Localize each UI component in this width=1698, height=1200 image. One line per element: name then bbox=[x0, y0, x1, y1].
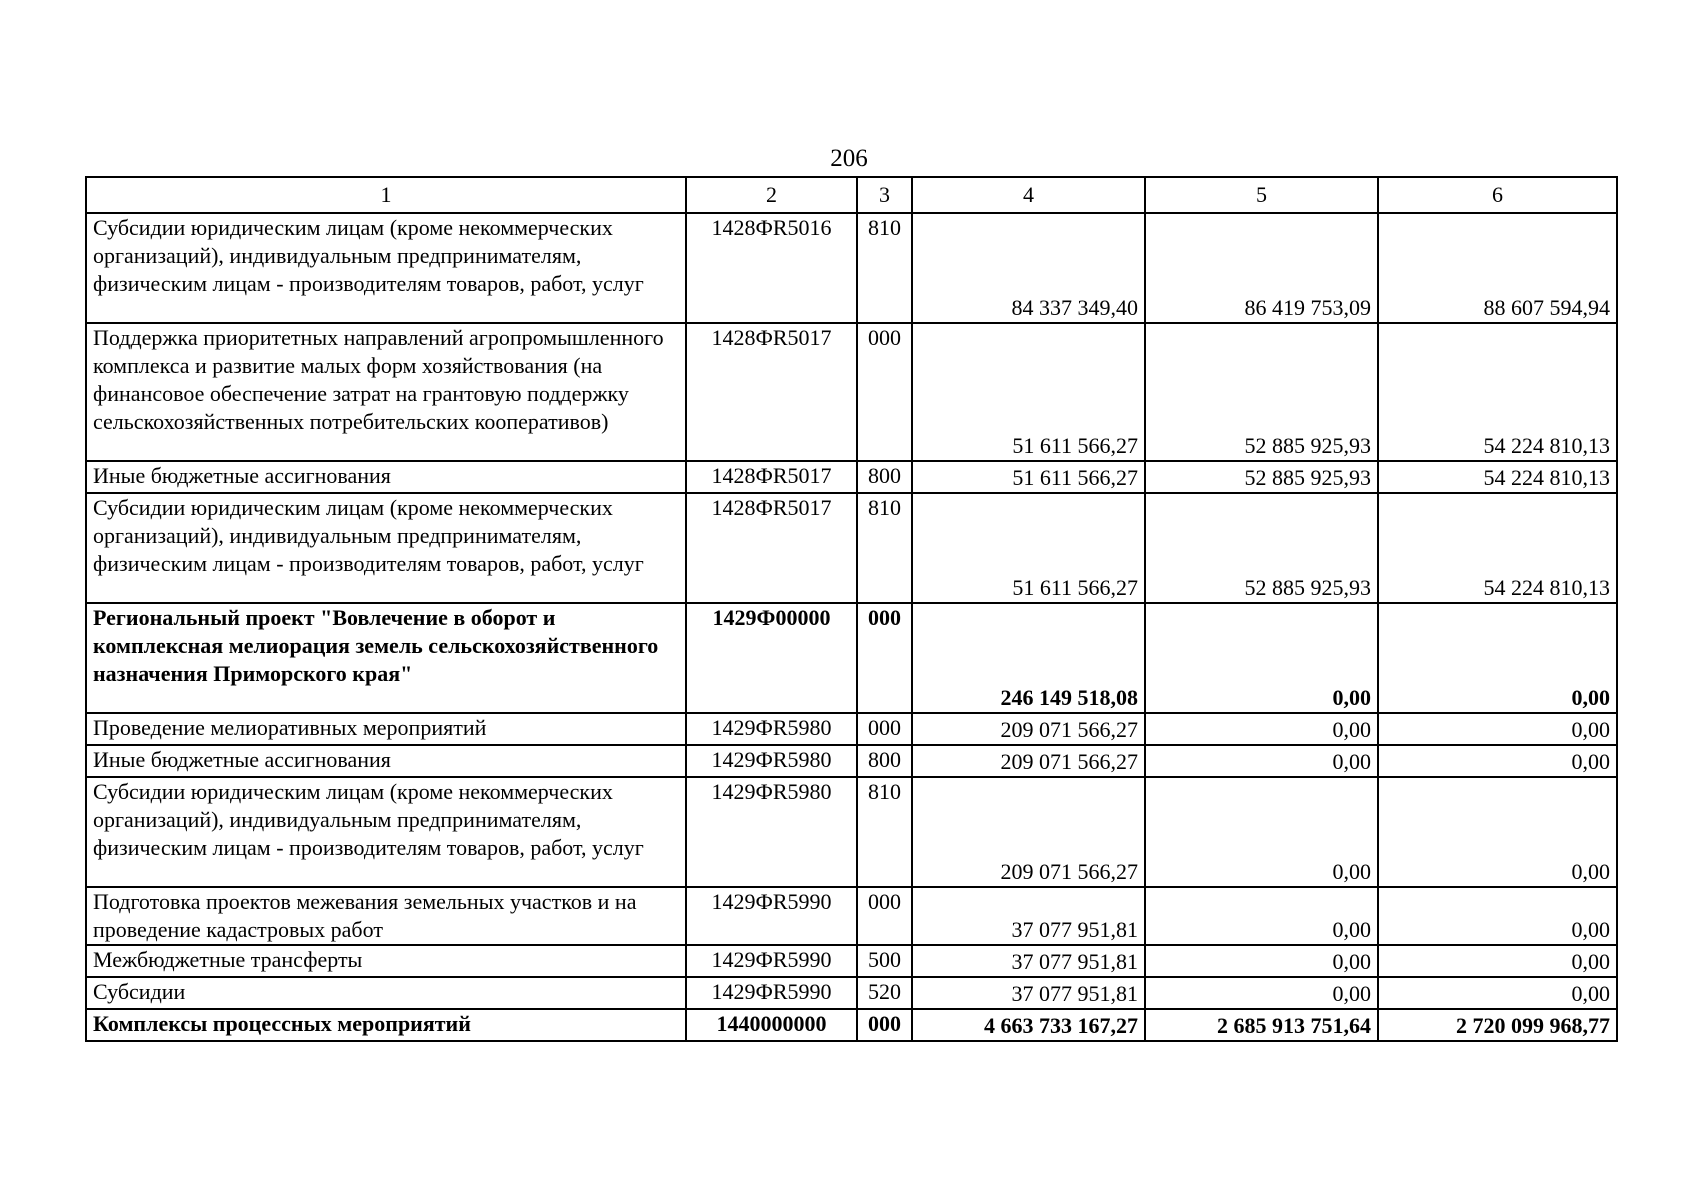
row-name: Субсидии юридическим лицам (кроме некоммерческих организаций), индивидуальным предпринимателям, физическим лицам - производителям товаров, работ, услуг bbox=[86, 493, 686, 603]
row-sum-1: 246 149 518,08 bbox=[912, 603, 1145, 713]
table-row bbox=[86, 713, 1617, 745]
row-code: 1428ФR5017 bbox=[686, 493, 857, 603]
table-row bbox=[86, 777, 1617, 887]
row-sum-2: 0,00 bbox=[1145, 745, 1378, 777]
row-sum-2: 52 885 925,93 bbox=[1145, 461, 1378, 493]
row-sum-2: 0,00 bbox=[1145, 887, 1378, 945]
row-sum-3: 54 224 810,13 bbox=[1378, 461, 1617, 493]
row-name: Комплексы процессных мероприятий bbox=[86, 1009, 686, 1041]
row-sum-1: 209 071 566,27 bbox=[912, 713, 1145, 745]
row-code: 1428ФR5017 bbox=[686, 323, 857, 461]
row-sum-2: 52 885 925,93 bbox=[1145, 493, 1378, 603]
row-sum-1: 4 663 733 167,27 bbox=[912, 1009, 1145, 1041]
column-number: 6 bbox=[1378, 177, 1617, 213]
row-sum-1: 51 611 566,27 bbox=[912, 493, 1145, 603]
column-number: 5 bbox=[1145, 177, 1378, 213]
table-row bbox=[86, 745, 1617, 777]
row-sum-1: 209 071 566,27 bbox=[912, 745, 1145, 777]
row-sum-1: 84 337 349,40 bbox=[912, 213, 1145, 323]
row-name: Проведение мелиоративных мероприятий bbox=[86, 713, 686, 745]
row-sum-2: 0,00 bbox=[1145, 777, 1378, 887]
row-code: 1429ФR5990 bbox=[686, 887, 857, 945]
row-code: 1428ФR5016 bbox=[686, 213, 857, 323]
row-sum-3: 54 224 810,13 bbox=[1378, 493, 1617, 603]
row-sum-3: 0,00 bbox=[1378, 777, 1617, 887]
row-sum-2: 2 685 913 751,64 bbox=[1145, 1009, 1378, 1041]
column-number: 3 bbox=[857, 177, 912, 213]
row-expense-type: 800 bbox=[857, 745, 912, 777]
row-name: Субсидии юридическим лицам (кроме некоммерческих организаций), индивидуальным предпринимателям, физическим лицам - производителям товаров, работ, услуг bbox=[86, 213, 686, 323]
row-name: Поддержка приоритетных направлений агропромышленного комплекса и развитие малых форм хозяйствования (на финансовое обеспечение затрат на грантовую поддержку сельскохозяйственных потребительских кооперативов) bbox=[86, 323, 686, 461]
table-row bbox=[86, 493, 1617, 603]
column-number: 2 bbox=[686, 177, 857, 213]
row-code: 1429Ф00000 bbox=[686, 603, 857, 713]
row-name: Субсидии bbox=[86, 977, 686, 1009]
row-code: 1428ФR5017 bbox=[686, 461, 857, 493]
row-sum-3: 88 607 594,94 bbox=[1378, 213, 1617, 323]
table-row bbox=[86, 461, 1617, 493]
row-sum-3: 0,00 bbox=[1378, 745, 1617, 777]
row-sum-3: 0,00 bbox=[1378, 945, 1617, 977]
row-name: Иные бюджетные ассигнования bbox=[86, 461, 686, 493]
row-sum-1: 37 077 951,81 bbox=[912, 887, 1145, 945]
row-expense-type: 000 bbox=[857, 603, 912, 713]
budget-table bbox=[85, 176, 1618, 1042]
row-sum-3: 0,00 bbox=[1378, 713, 1617, 745]
row-sum-2: 0,00 bbox=[1145, 945, 1378, 977]
row-expense-type: 000 bbox=[857, 887, 912, 945]
row-code: 1429ФR5990 bbox=[686, 945, 857, 977]
row-name: Иные бюджетные ассигнования bbox=[86, 745, 686, 777]
row-code: 1429ФR5980 bbox=[686, 745, 857, 777]
table-row bbox=[86, 323, 1617, 461]
row-sum-1: 209 071 566,27 bbox=[912, 777, 1145, 887]
row-name: Региональный проект "Вовлечение в оборот и комплексная мелиорация земель сельскохозяйственного назначения Приморского края" bbox=[86, 603, 686, 713]
row-expense-type: 520 bbox=[857, 977, 912, 1009]
row-sum-3: 0,00 bbox=[1378, 977, 1617, 1009]
row-sum-1: 51 611 566,27 bbox=[912, 461, 1145, 493]
row-sum-2: 86 419 753,09 bbox=[1145, 213, 1378, 323]
row-sum-2: 52 885 925,93 bbox=[1145, 323, 1378, 461]
row-code: 1429ФR5980 bbox=[686, 713, 857, 745]
row-expense-type: 810 bbox=[857, 493, 912, 603]
row-sum-1: 37 077 951,81 bbox=[912, 977, 1145, 1009]
column-numbers-row bbox=[86, 177, 1617, 213]
row-sum-2: 0,00 bbox=[1145, 603, 1378, 713]
table-row bbox=[86, 945, 1617, 977]
row-expense-type: 810 bbox=[857, 777, 912, 887]
row-sum-1: 37 077 951,81 bbox=[912, 945, 1145, 977]
row-code: 1429ФR5990 bbox=[686, 977, 857, 1009]
row-sum-3: 0,00 bbox=[1378, 887, 1617, 945]
table-row bbox=[86, 977, 1617, 1009]
table-row-section-header bbox=[86, 1009, 1617, 1041]
row-expense-type: 800 bbox=[857, 461, 912, 493]
row-name: Субсидии юридическим лицам (кроме некоммерческих организаций), индивидуальным предпринимателям, физическим лицам - производителям товаров, работ, услуг bbox=[86, 777, 686, 887]
column-number: 4 bbox=[912, 177, 1145, 213]
row-expense-type: 000 bbox=[857, 1009, 912, 1041]
row-code: 1440000000 bbox=[686, 1009, 857, 1041]
table-row-section-header bbox=[86, 603, 1617, 713]
row-sum-3: 0,00 bbox=[1378, 603, 1617, 713]
row-code: 1429ФR5980 bbox=[686, 777, 857, 887]
row-expense-type: 000 bbox=[857, 323, 912, 461]
row-sum-1: 51 611 566,27 bbox=[912, 323, 1145, 461]
row-name: Межбюджетные трансферты bbox=[86, 945, 686, 977]
row-expense-type: 000 bbox=[857, 713, 912, 745]
row-sum-2: 0,00 bbox=[1145, 977, 1378, 1009]
row-expense-type: 810 bbox=[857, 213, 912, 323]
table-row bbox=[86, 887, 1617, 945]
column-number: 1 bbox=[86, 177, 686, 213]
row-sum-3: 54 224 810,13 bbox=[1378, 323, 1617, 461]
row-sum-3: 2 720 099 968,77 bbox=[1378, 1009, 1617, 1041]
row-expense-type: 500 bbox=[857, 945, 912, 977]
table-row bbox=[86, 213, 1617, 323]
row-sum-2: 0,00 bbox=[1145, 713, 1378, 745]
page-number: 206 bbox=[830, 145, 868, 172]
row-name: Подготовка проектов межевания земельных участков и на проведение кадастровых работ bbox=[86, 887, 686, 945]
